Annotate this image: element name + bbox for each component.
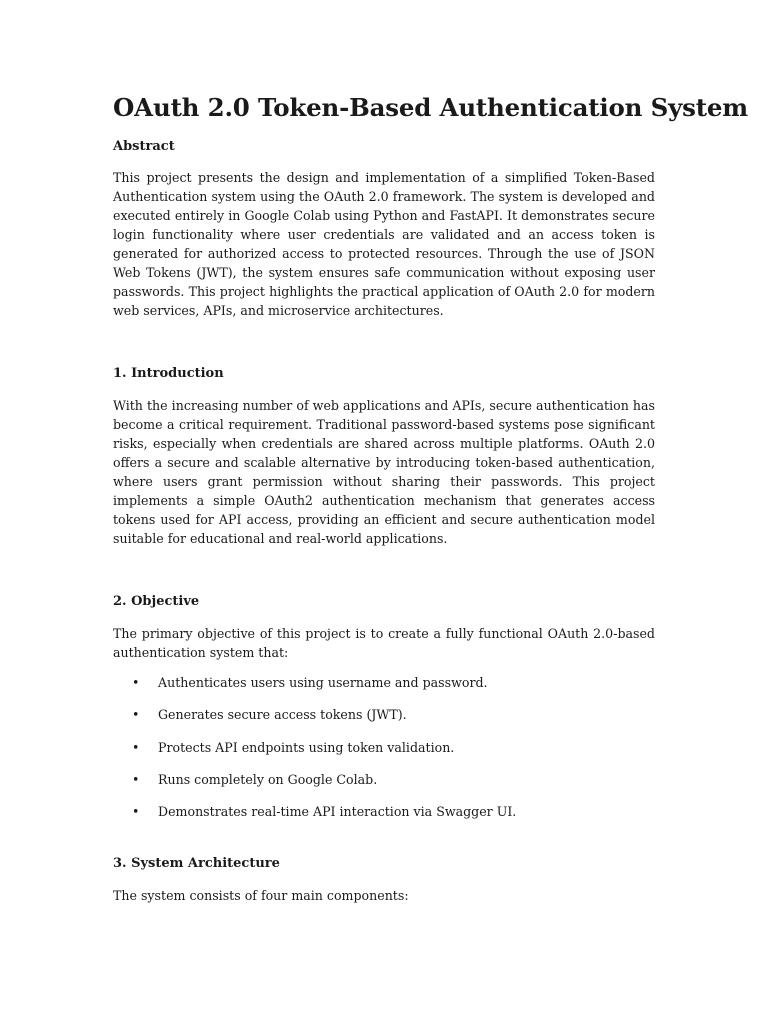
list-item	[113, 803, 655, 821]
list-item-text: Authenticates users using username and password.	[158, 675, 488, 690]
list-item	[113, 739, 655, 757]
objective-list	[113, 674, 655, 821]
architecture-paragraph: The system consists of four main components:	[113, 888, 409, 904]
architecture-heading: 3. System Architecture	[113, 856, 280, 872]
abstract-heading: Abstract	[113, 139, 175, 154]
introduction-heading: 1. Introduction	[113, 366, 224, 381]
objective-heading: 2. Objective	[113, 594, 200, 609]
introduction-paragraph: With the increasing number of web applications and APIs, secure authentication has become a critical requirement. Traditional password-based systems pose significant risks, especially when credentials are shared across multiple platforms. OAuth 2.0 offers a secure and scalable alternative by introducing token-based authentication, where users grant permission without sharing their passwords. This project implements a simple OAuth2 authentication mechanism that generates access tokens used for API access, providing an efficient and secure authentication model suitable for educational and real-world applications.	[113, 398, 655, 546]
list-item-text: Demonstrates real-time API interaction via Swagger UI.	[158, 804, 517, 820]
bullet-icon: •	[132, 804, 140, 820]
bullet-icon: •	[132, 771, 140, 787]
list-item	[113, 706, 655, 724]
document-title: OAuth 2.0 Token-Based Authentication System	[113, 93, 748, 122]
abstract-paragraph: This project presents the design and implementation of a simplified Token-Based Authentication system using the OAuth 2.0 framework. The system is developed and executed entirely in Google Colab using Python and FastAPI. It demonstrates secure login functionality where user credentials are validated and an access token is generated for authorized access to protected resources. Through the use of JSON Web Tokens (JWT), the system ensures safe communication without exposing user passwords. This project highlights the practical application of OAuth 2.0 for modern web services, APIs, and microservice architectures.	[113, 170, 655, 318]
list-item-text: Runs completely on Google Colab.	[158, 771, 378, 787]
bullet-icon: •	[132, 675, 140, 690]
list-item	[113, 771, 655, 789]
objective-paragraph: The primary objective of this project is to create a fully functional OAuth 2.0-based authentication system that:	[113, 626, 655, 660]
list-item-text: Protects API endpoints using token validation.	[158, 739, 455, 755]
bullet-icon: •	[132, 707, 140, 723]
bullet-icon: •	[132, 739, 140, 755]
list-item-text: Generates secure access tokens (JWT).	[158, 707, 407, 723]
list-item	[113, 674, 655, 692]
